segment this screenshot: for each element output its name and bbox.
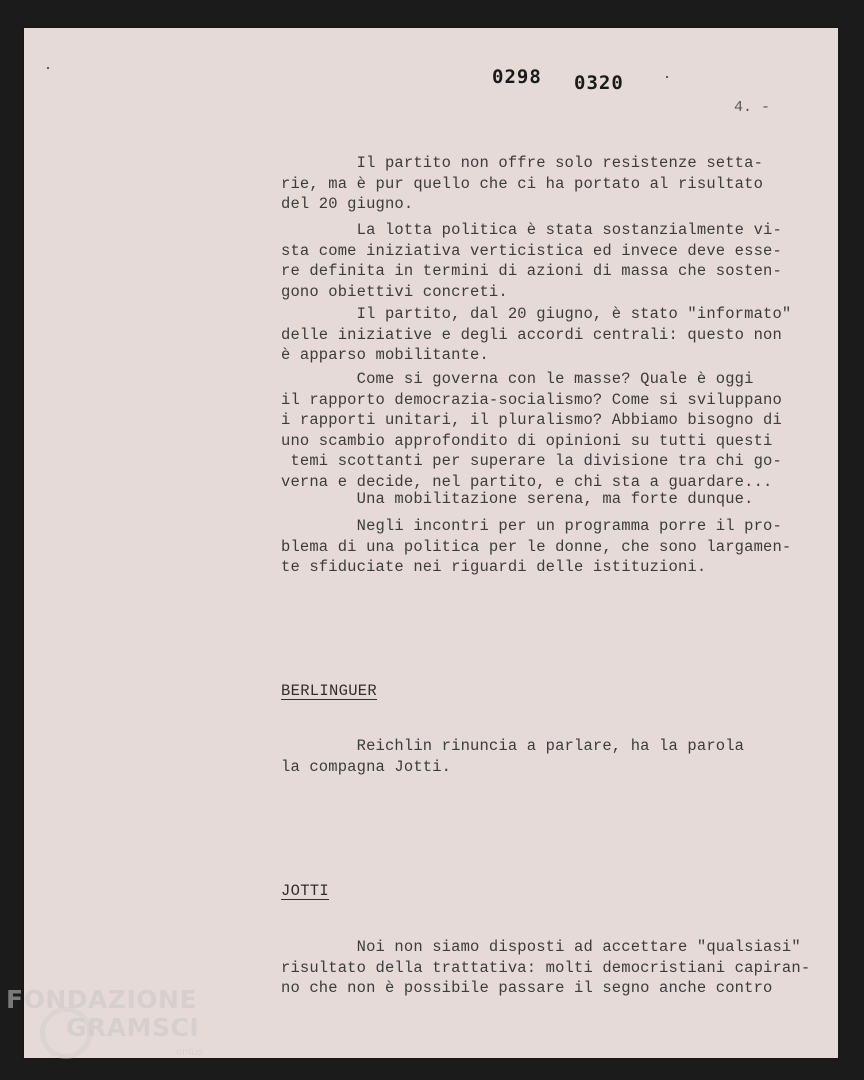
- text-line: Reichlin rinuncia a parlare, ha la parola: [281, 737, 745, 755]
- ink-speck: [47, 67, 49, 69]
- text-line: i rapporti unitari, il pluralismo? Abbiamo bisogno di: [281, 411, 782, 429]
- text-line: sta come iniziativa verticistica ed invece deve esse-: [281, 241, 782, 260]
- paragraph-5: [281, 490, 754, 511]
- speaker-heading-berlinguer: BERLINGUER: [281, 682, 378, 700]
- text-line: gono obiettivi concreti.: [281, 282, 508, 301]
- speaker-1-text: [281, 737, 744, 778]
- text-line: Negli incontri per un programma porre il pro-: [281, 517, 782, 535]
- text-line: Il partito non offre solo resistenze setta-: [281, 154, 764, 172]
- archive-number-1: 0298: [492, 66, 542, 88]
- text-line: Il partito, dal 20 giugno, è stato "informato": [281, 305, 792, 323]
- watermark-line-2: GRAMSCI: [66, 1013, 200, 1042]
- text-line: re definita in termini di azioni di massa che sosten-: [281, 262, 782, 280]
- text-line: La lotta politica è stata sostanzialmente vi-: [281, 221, 782, 239]
- watermark-line-3: onlus: [176, 1047, 203, 1058]
- text-line: risultato della trattativa: molti democristiani capiran-: [281, 958, 811, 977]
- text-line: blema di una politica per le donne, che sono largamen-: [281, 537, 792, 556]
- text-line: la compagna Jotti.: [281, 757, 452, 776]
- ink-speck: [666, 76, 668, 78]
- text-line: rie, ma è pur quello che ci ha portato al risultato: [281, 174, 764, 193]
- speaker-2-text: [281, 938, 810, 1000]
- text-line: Noi non siamo disposti ad accettare "qualsiasi": [281, 938, 801, 956]
- paragraph-2: [281, 221, 782, 303]
- paragraph-1: [281, 154, 763, 216]
- paragraph-6: [281, 517, 791, 579]
- page-number: 4. -: [734, 99, 771, 116]
- text-line: Una mobilitazione serena, ma forte dunque.: [281, 490, 754, 508]
- text-line: no che non è possibile passare il segno anche contro: [281, 979, 773, 997]
- paragraph-4: [281, 370, 782, 493]
- text-line: temi scottanti per superare la divisione tra chi go-: [281, 452, 782, 470]
- text-line: è apparso mobilitante.: [281, 346, 489, 364]
- text-line: te sfiduciate nei riguardi delle istituzioni.: [281, 558, 707, 576]
- text-line: verna e decide, nel partito, e chi sta a guardare...: [281, 472, 773, 491]
- text-line: delle iniziative e degli accordi centrali: questo non: [281, 325, 782, 344]
- text-line: Come si governa con le masse? Quale è oggi: [281, 370, 754, 388]
- text-line: del 20 giugno.: [281, 195, 414, 213]
- text-line: uno scambio approfondito di opinioni su tutti questi: [281, 431, 773, 450]
- text-line: il rapporto democrazia-socialismo? Come si sviluppano: [281, 390, 782, 409]
- archive-number-2: 0320: [574, 72, 624, 94]
- speaker-heading-jotti: JOTTI: [281, 882, 330, 900]
- watermark-line-1: FONDAZIONE: [6, 985, 198, 1014]
- paragraph-3: [281, 305, 791, 367]
